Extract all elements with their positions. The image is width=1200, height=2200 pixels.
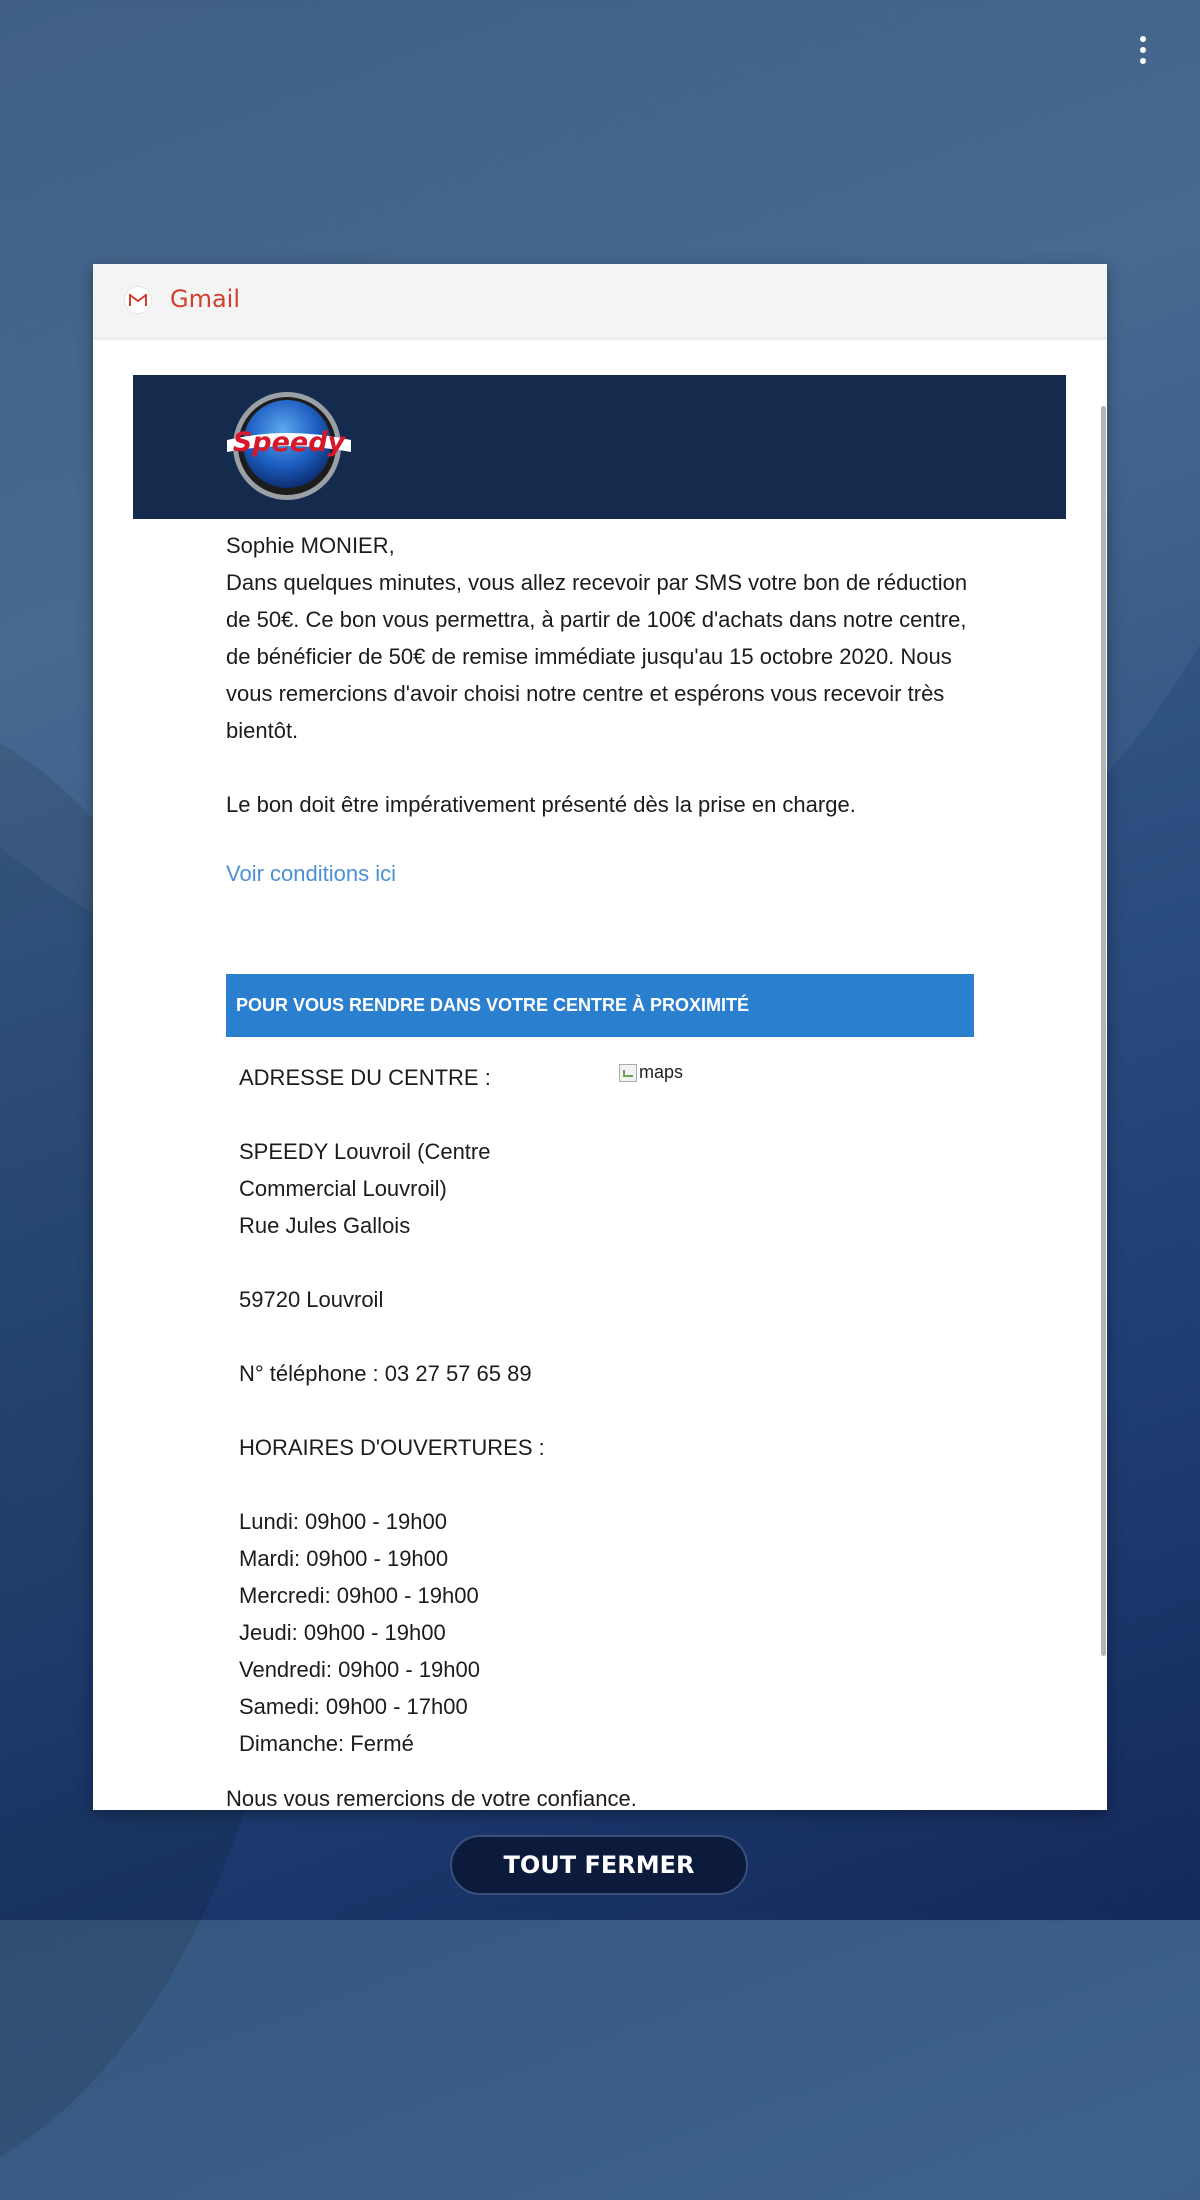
email-closing: Nous vous remercions de votre confiance. <box>226 1786 637 1810</box>
svg-text:Speedy: Speedy <box>232 427 346 458</box>
maps-image[interactable] <box>619 1062 683 1083</box>
center-city: 59720 Louvroil <box>239 1287 384 1312</box>
hours-line: Jeudi: 09h00 - 19h00 <box>239 1620 446 1645</box>
gmail-icon <box>125 287 151 313</box>
hours-line: Mercredi: 09h00 - 19h00 <box>239 1583 479 1608</box>
gmail-popup-window <box>93 264 1107 1810</box>
center-name: SPEEDY Louvroil (Centre Commercial Louvroil) <box>239 1139 491 1201</box>
maps-alt-text: maps <box>639 1062 684 1082</box>
hours-line: Lundi: 09h00 - 19h00 <box>239 1509 447 1534</box>
broken-image-icon <box>619 1064 637 1082</box>
app-title: Gmail <box>170 285 241 313</box>
speedy-logo <box>227 390 351 502</box>
hours-label: HORAIRES D'OUVERTURES : <box>239 1435 545 1460</box>
more-vert-icon <box>1140 36 1146 64</box>
hours-line: Samedi: 09h00 - 17h00 <box>239 1694 468 1719</box>
scrollbar[interactable] <box>1101 406 1106 1656</box>
hours-line: Dimanche: Fermé <box>239 1731 414 1756</box>
hours-line: Vendredi: 09h00 - 19h00 <box>239 1657 480 1682</box>
close-all-button[interactable]: TOUT FERMER <box>450 1835 748 1895</box>
conditions-link[interactable]: Voir conditions ici <box>226 861 396 886</box>
center-phone: N° téléphone : 03 27 57 65 89 <box>239 1361 532 1386</box>
hours-line: Mardi: 09h00 - 19h00 <box>239 1546 449 1571</box>
email-notice: Le bon doit être impérativement présenté dès la prise en charge. <box>226 792 856 817</box>
email-body: Dans quelques minutes, vous allez recevoir par SMS votre bon de réduction de 50€. Ce bon vous permettra, à partir de 100€ d'achats dans notre centre, de bénéficier de 50€ de remise immédiate jusqu'au 15 octobre 2020. Nous vous remercions d'avoir choisi notre centre et espérons vous recevoir très bientôt. <box>226 570 968 743</box>
more-options-button[interactable] <box>1126 30 1160 70</box>
email-banner <box>133 375 1066 519</box>
email-greeting: Sophie MONIER, <box>226 533 395 558</box>
section-header: POUR VOUS RENDRE DANS VOTRE CENTRE À PROXIMITÉ <box>226 974 974 1037</box>
address-label: ADRESSE DU CENTRE : <box>239 1065 491 1090</box>
center-details <box>239 1059 599 1762</box>
center-street: Rue Jules Gallois <box>239 1213 411 1238</box>
popup-header <box>93 264 1107 340</box>
